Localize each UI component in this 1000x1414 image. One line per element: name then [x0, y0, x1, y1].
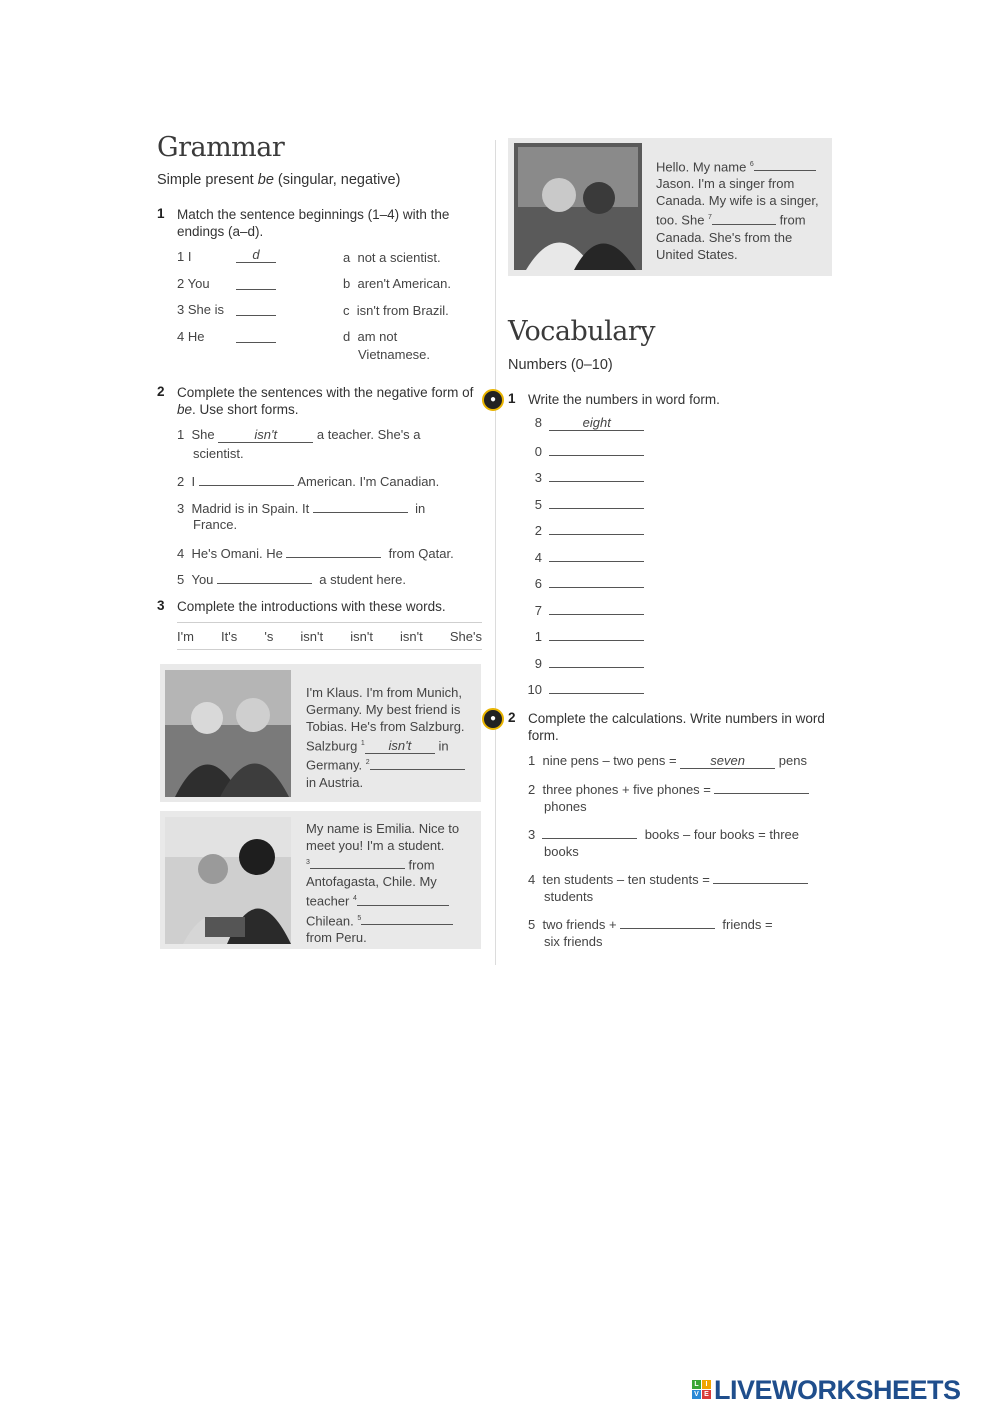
number-item: [520, 414, 660, 441]
logo-tile: V: [692, 1390, 701, 1399]
exercise-instruction: Match the sentence beginnings (1–4) with the endings (a–d).: [177, 207, 450, 239]
sentence-text: She: [191, 427, 215, 442]
match-label: 1 I: [177, 249, 192, 264]
gap-number: 5: [357, 914, 362, 922]
logo-tiles-icon: [692, 1380, 714, 1400]
item-number: 5: [528, 917, 536, 932]
number-digit: 2: [534, 523, 542, 538]
gap-number: 6: [749, 161, 754, 168]
gap-number: 1: [360, 740, 365, 747]
people-photo-icon: [514, 143, 642, 270]
sentence-item-2: [177, 471, 477, 490]
sentence-text: from Qatar.: [388, 546, 454, 561]
sentence-answer[interactable]: [217, 569, 312, 584]
exercise-instruction: [177, 384, 477, 418]
calc-cont: books: [544, 844, 579, 859]
number-digit: 10: [527, 682, 542, 697]
calc-answer[interactable]: [620, 914, 715, 929]
intro-line: Canada. She's from the: [656, 229, 793, 245]
sentence-text: Madrid is in Spain. It: [191, 501, 310, 516]
exercise-number: 2: [157, 384, 165, 399]
calc-text: three phones + five phones =: [542, 782, 715, 797]
number-item: [520, 520, 660, 547]
emilia-photo: [165, 817, 291, 944]
number-answer[interactable]: [549, 653, 644, 668]
intro-text: Hello. My name: [656, 159, 750, 175]
intro-text: teacher: [306, 893, 353, 909]
match-answer-4[interactable]: [236, 328, 276, 343]
gap-answer-1[interactable]: isn't: [365, 739, 435, 754]
item-number: 1: [528, 753, 536, 768]
number-digit: 7: [534, 602, 542, 618]
calc-cont: six friends: [544, 934, 603, 949]
match-ending: aren't American.: [357, 276, 451, 291]
word-bank-item: I'm: [177, 628, 194, 644]
number-list: [520, 414, 660, 706]
item-number: 4: [177, 546, 185, 561]
gap-answer-3[interactable]: [310, 854, 405, 869]
people-photo-icon: [165, 670, 291, 797]
intro-text: Germany.: [306, 757, 366, 773]
calc-item-4: [528, 869, 838, 888]
sentence-item-3: [177, 498, 477, 517]
calc-text: ten students – ten students =: [542, 872, 714, 887]
calc-item-3: [528, 824, 838, 843]
match-letter: c: [343, 303, 350, 318]
item-number: 2: [177, 474, 185, 489]
number-answer[interactable]: [549, 494, 644, 509]
number-answer[interactable]: [549, 520, 644, 535]
gap-answer-5[interactable]: [361, 910, 453, 925]
exercise-instruction: Write the numbers in word form.: [528, 392, 720, 407]
match-right-b: [343, 275, 451, 292]
calc-item-5: [528, 914, 838, 933]
instruction-text: Complete the sentences with the negative form of: [177, 385, 474, 400]
intro-text: too. She: [656, 212, 709, 228]
instruction-text: . Use short forms.: [192, 402, 299, 417]
sentence-answer[interactable]: isn't: [218, 428, 313, 443]
number-answer[interactable]: eight: [549, 416, 644, 431]
sentence-text: in: [415, 501, 426, 516]
item-number: 3: [177, 501, 185, 516]
calc-answer[interactable]: [542, 824, 637, 839]
exercise-instruction: Complete the introductions with these words.: [177, 599, 446, 614]
calc-item-2: [528, 779, 838, 798]
intro-line: [306, 735, 482, 754]
sentence-text: a teacher. She's a: [316, 427, 421, 442]
sentence-answer[interactable]: [286, 543, 381, 558]
intro-line: [656, 156, 832, 175]
number-digit: 3: [534, 470, 542, 485]
intro-text: Salzburg: [306, 738, 361, 754]
match-ending: isn't from Brazil.: [356, 303, 449, 318]
calc-text: friends =: [722, 917, 773, 932]
jason-text: [656, 156, 832, 263]
sentence-text: He's Omani. He: [191, 546, 283, 561]
intro-text: from: [408, 857, 435, 873]
match-letter: a: [343, 250, 351, 265]
sentence-item-5: [177, 569, 477, 588]
number-item: [520, 626, 660, 653]
column-divider: [495, 140, 496, 965]
gap-number: 4: [352, 895, 357, 903]
lightbulb-icon: ●: [482, 389, 504, 411]
instruction-em: be: [177, 402, 193, 417]
sentence-text: a student here.: [319, 572, 406, 587]
item-number: 1: [177, 427, 185, 442]
match-right-c: [343, 302, 449, 319]
match-answer-1[interactable]: d: [236, 248, 276, 263]
number-item: [520, 600, 660, 627]
intro-line: [306, 910, 482, 929]
number-digit: 5: [534, 496, 542, 512]
number-digit: 0: [534, 443, 542, 459]
intro-line: I'm Klaus. I'm from Munich,: [306, 685, 462, 700]
intro-line: Antofagasta, Chile. My: [306, 874, 437, 890]
sentence-answer[interactable]: [199, 471, 294, 486]
number-digit: 4: [534, 549, 542, 565]
number-answer[interactable]: [549, 441, 644, 456]
number-item: [520, 573, 660, 600]
intro-line: meet you! I'm a student.: [306, 838, 445, 853]
emilia-text: [306, 820, 482, 946]
word-bank-item: isn't: [350, 628, 373, 644]
number-item: [520, 653, 660, 680]
intro-line: My name is Emilia. Nice to: [306, 821, 460, 836]
number-digit: 8: [534, 415, 542, 430]
match-answer-2[interactable]: [236, 275, 276, 290]
intro-line: United States.: [656, 246, 738, 262]
number-digit: 9: [534, 655, 542, 671]
exercise-number: 1: [157, 206, 165, 221]
number-answer[interactable]: [549, 679, 644, 694]
word-bank: [177, 622, 482, 650]
number-item: [520, 494, 660, 521]
sentence-text: You: [191, 572, 214, 587]
logo-tile: E: [702, 1390, 711, 1399]
number-answer[interactable]: [549, 573, 644, 588]
number-answer[interactable]: [549, 467, 644, 482]
exercise-instruction: Complete the calculations. Write numbers in word form.: [528, 711, 825, 743]
intro-line: [306, 854, 482, 873]
intro-line: [656, 209, 832, 228]
gap-number: 2: [365, 759, 370, 767]
sentence-cont: France.: [193, 517, 238, 532]
number-digit: 6: [534, 576, 542, 591]
match-ending: am not: [357, 329, 398, 344]
match-letter: d: [343, 329, 351, 344]
intro-line: in Austria.: [306, 774, 364, 790]
number-digit: 1: [534, 629, 542, 644]
liveworksheets-logo[interactable]: [692, 1375, 961, 1405]
intro-text: from: [775, 212, 806, 228]
gap-answer-4[interactable]: [357, 891, 449, 906]
calc-text: pens: [778, 753, 807, 768]
vocabulary-title: Vocabulary: [508, 316, 656, 347]
match-answer-3[interactable]: [236, 301, 276, 316]
number-item: [520, 467, 660, 494]
intro-line: [306, 754, 482, 773]
calc-cont: phones: [544, 799, 587, 814]
people-photo-icon: [165, 817, 291, 944]
intro-text: Chilean.: [306, 912, 358, 928]
exercise-number: 1: [508, 391, 516, 406]
calc-answer[interactable]: [713, 869, 808, 884]
gap-answer-6[interactable]: [754, 156, 816, 171]
sentence-text: I: [191, 474, 196, 489]
sentence-item-1: [177, 426, 477, 443]
sentence-answer[interactable]: [313, 498, 408, 513]
match-label: 3 She is: [177, 302, 224, 317]
calc-cont: students: [544, 889, 594, 904]
number-answer[interactable]: [549, 626, 644, 641]
calc-text: books – four books = three: [644, 827, 799, 842]
intro-line: Germany. My best friend is: [306, 702, 461, 717]
lightbulb-icon: ●: [482, 708, 504, 730]
gap-number: 7: [708, 214, 712, 222]
calc-answer[interactable]: seven: [680, 754, 775, 769]
subtitle-em: be: [257, 172, 274, 188]
number-item: [520, 441, 660, 468]
item-number: 2: [528, 782, 536, 797]
word-bank-item: isn't: [300, 628, 324, 644]
number-answer[interactable]: [549, 600, 644, 615]
match-label: 4 He: [177, 329, 205, 344]
intro-text: in: [434, 738, 449, 754]
number-answer[interactable]: [549, 547, 644, 562]
logo-tile: I: [702, 1380, 711, 1389]
calc-text: nine pens – two pens =: [542, 753, 681, 768]
match-left-1: [177, 248, 191, 265]
exercise-number: 2: [508, 710, 516, 725]
item-number: 5: [177, 572, 185, 587]
klaus-photo: [165, 670, 291, 797]
subtitle-text: Simple present: [157, 172, 258, 188]
grammar-subtitle: [157, 172, 400, 188]
exercise-number: 3: [157, 598, 165, 613]
vocabulary-subtitle: Numbers (0–10): [508, 357, 613, 373]
calc-answer[interactable]: [714, 779, 809, 794]
number-item: [520, 547, 660, 574]
number-item: [520, 679, 660, 706]
match-ending: not a scientist.: [357, 250, 441, 265]
jason-photo: [514, 143, 642, 270]
sentence-item-4: [177, 543, 477, 562]
logo-tile: L: [692, 1380, 701, 1389]
intro-line: Canada. My wife is a singer,: [656, 193, 819, 209]
calc-item-1: [528, 752, 838, 769]
klaus-text: [306, 684, 482, 791]
intro-line: [306, 890, 482, 909]
gap-answer-7[interactable]: [712, 210, 776, 225]
match-letter: b: [343, 276, 351, 291]
subtitle-text: (singular, negative): [273, 172, 401, 188]
intro-line: from Peru.: [306, 929, 367, 945]
match-right-a: [343, 249, 441, 266]
word-bank-item: It's: [221, 628, 238, 644]
item-number: 4: [528, 872, 536, 887]
word-bank-item: isn't: [400, 628, 423, 644]
gap-number: 3: [306, 859, 310, 866]
logo-text: LIVEWORKSHEETS: [714, 1374, 961, 1405]
intro-line: Jason. I'm a singer from: [656, 176, 795, 192]
word-bank-item: She's: [449, 628, 482, 644]
item-number: 3: [528, 827, 536, 842]
match-label: 2 You: [177, 276, 210, 291]
grammar-title: Grammar: [157, 132, 285, 163]
calc-text: two friends +: [542, 917, 621, 932]
word-bank-item: 's: [264, 628, 274, 644]
sentence-cont: scientist.: [193, 446, 244, 461]
gap-answer-2[interactable]: [370, 755, 465, 770]
match-ending-cont: Vietnamese.: [358, 347, 431, 362]
match-right-d: [343, 328, 397, 345]
sentence-text: American. I'm Canadian.: [297, 474, 440, 489]
intro-line: Tobias. He's from Salzburg.: [306, 719, 465, 734]
